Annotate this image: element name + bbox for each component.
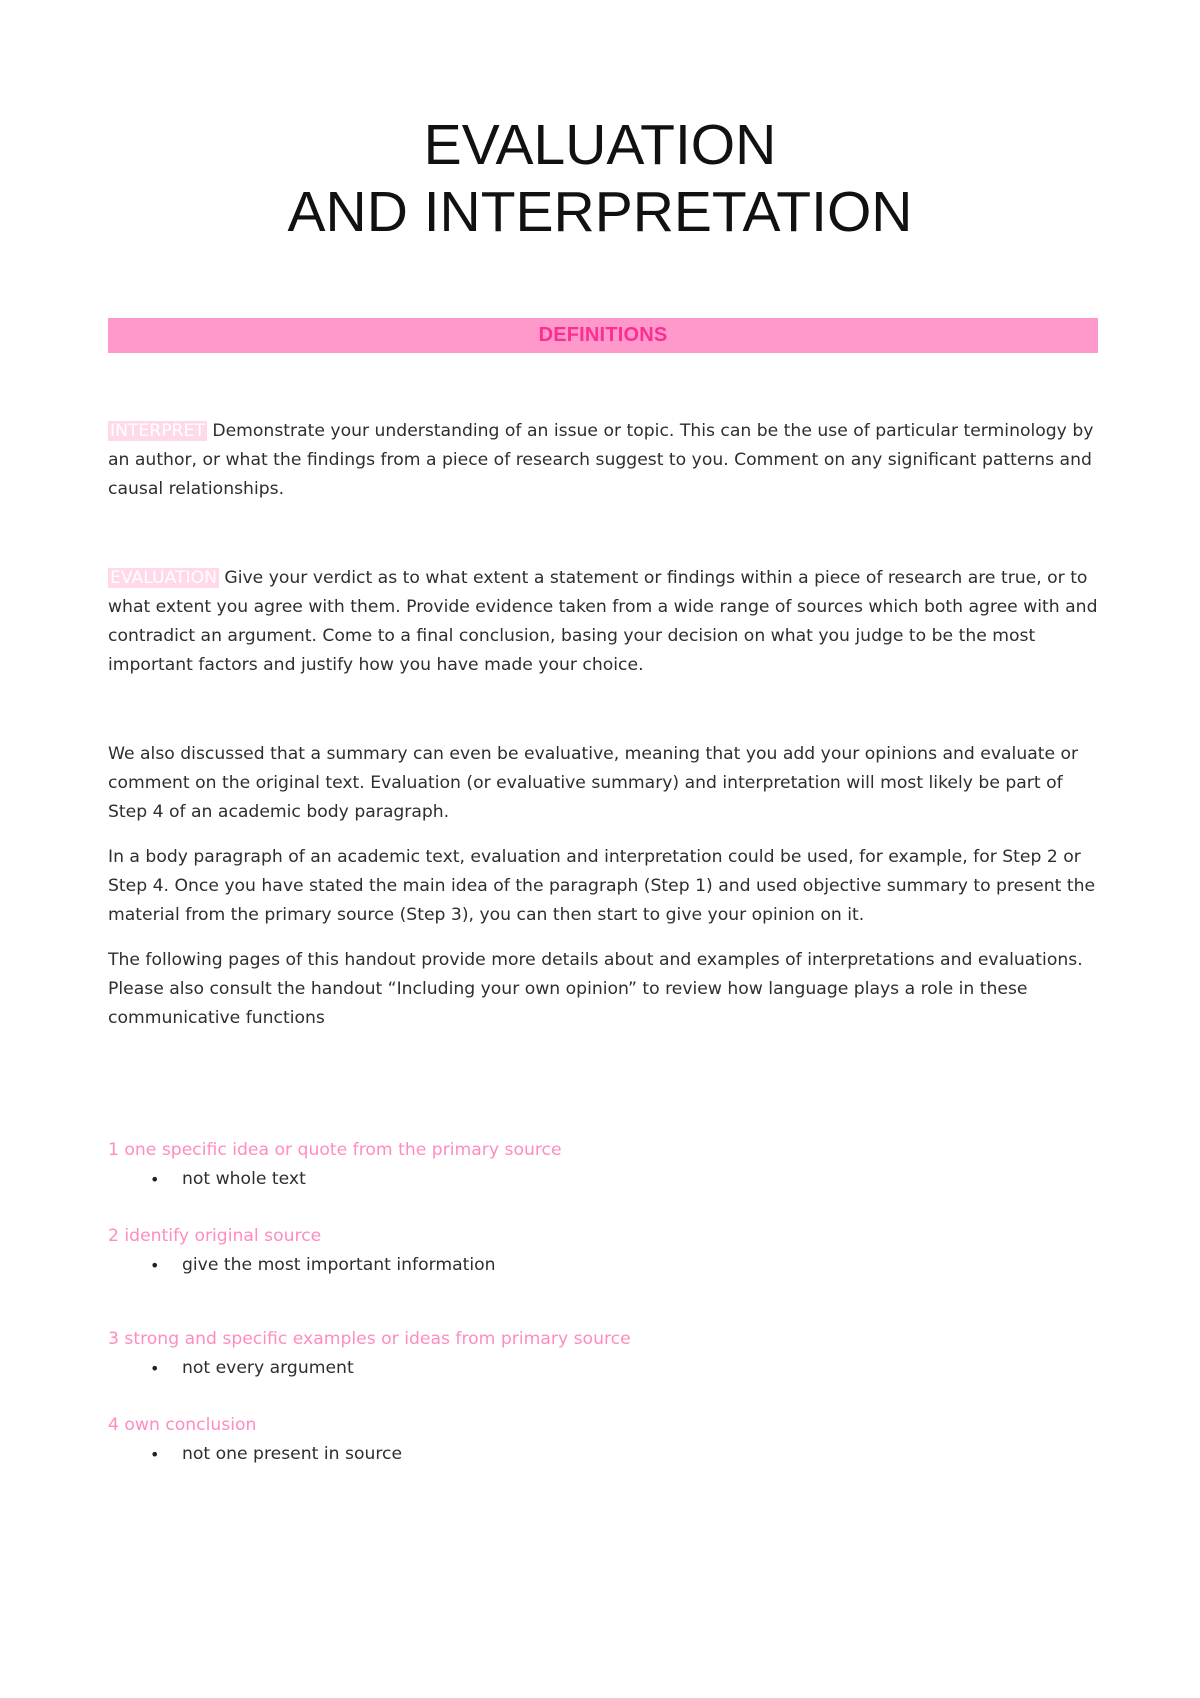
evaluation-text: Give your verdict as to what extent a statement or findings within a piece of research are true, or to what extent you agree with them. Provide evidence taken from a wide range of sources which both agree with and contradict an argument. Come to a final conclusion, basing your decision on what you judge to be the most important factors and justify how you have made your choice. [108, 568, 1098, 675]
step-2-heading: 2 identify original source [108, 1226, 322, 1246]
interpret-text: Demonstrate your understanding of an issue or topic. This can be the use of particular terminology by an author, or what the findings from a piece of research suggest to you. Comment on any significant patterns and causal relationships. [108, 421, 1094, 499]
step-3-bullet-text: not every argument [182, 1358, 354, 1378]
bullet-icon: • [150, 1170, 160, 1189]
step-1-heading: 1 one specific idea or quote from the primary source [108, 1140, 562, 1160]
step-3-heading: 3 strong and specific examples or ideas from primary source [108, 1329, 631, 1349]
step-4-bullet-text: not one present in source [182, 1444, 403, 1464]
evaluation-definition [108, 564, 1103, 680]
step-1-bullet [108, 1165, 1008, 1194]
paragraph-handout-pages: The following pages of this handout provide more details about and examples of interpretations and evaluations. Please also consult the handout “Including your own opinion” to review how language plays a role in these communicative functions [108, 950, 1083, 1028]
page-title-line-2: AND INTERPRETATION [287, 180, 913, 244]
step-1-bullet-text: not whole text [182, 1169, 306, 1189]
bullet-icon: • [150, 1256, 160, 1275]
page-title [0, 112, 1200, 246]
step-2-bullet-text: give the most important information [182, 1255, 496, 1275]
step-3 [108, 1325, 1008, 1383]
paragraph-body-paragraph-steps: In a body paragraph of an academic text, evaluation and interpretation could be used, for example, for Step 2 or Step 4. Once you have stated the main idea of the paragraph (Step 1) and used objective summary to present the material from the primary source (Step 3), you can then start to give your opinion on it. [108, 847, 1096, 925]
step-4-heading: 4 own conclusion [108, 1415, 257, 1435]
bullet-icon: • [150, 1445, 160, 1464]
evaluation-tag: EVALUATION [110, 568, 217, 588]
step-3-bullet [108, 1354, 1008, 1383]
definitions-banner [108, 318, 1098, 353]
page-title-line-1: EVALUATION [423, 113, 777, 177]
interpret-definition [108, 417, 1103, 504]
bullet-icon: • [150, 1359, 160, 1378]
step-2 [108, 1222, 1008, 1280]
step-1 [108, 1136, 1008, 1194]
definitions-banner-label: DEFINITIONS [538, 324, 668, 346]
interpret-tag: INTERPRET [110, 421, 205, 441]
step-4-bullet [108, 1440, 1008, 1469]
step-2-bullet [108, 1251, 1008, 1280]
step-4 [108, 1411, 1008, 1469]
paragraph-evaluative-summary: We also discussed that a summary can even be evaluative, meaning that you add your opinions and evaluate or comment on the original text. Evaluation (or evaluative summary) and interpretation will most likely be part of Step 4 of an academic body paragraph. [108, 744, 1079, 822]
